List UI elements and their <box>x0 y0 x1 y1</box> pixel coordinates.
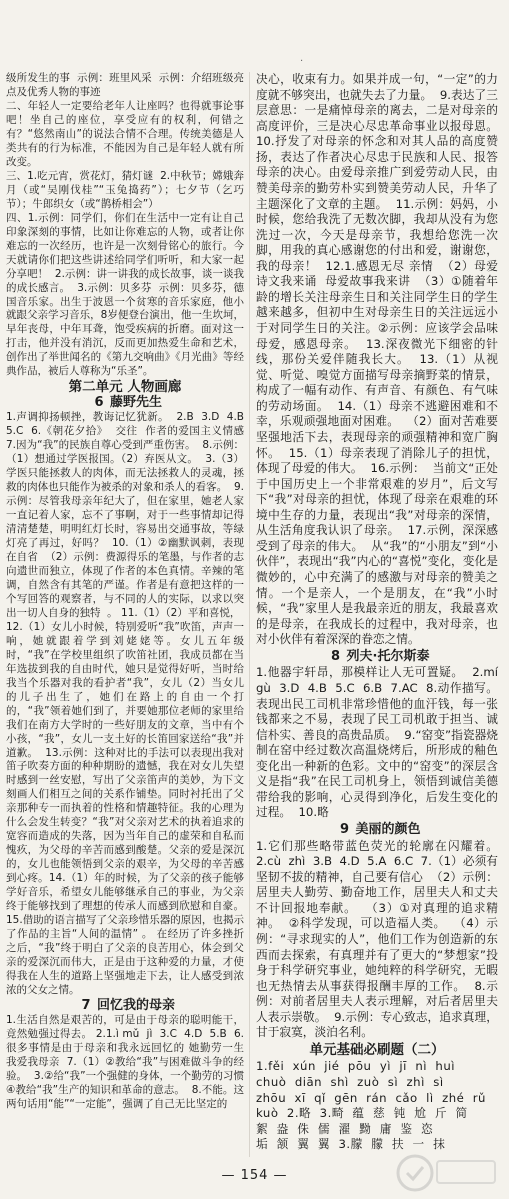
page-number-value: 154 <box>240 1168 269 1183</box>
pinyin-line: 絮 盎 侏 儒 濯 黝 庸 鉴 恣 <box>256 1121 434 1136</box>
pinyin-line: 垢 颔 翼 翼 3.朦 朦 扶 一 抹 <box>256 1137 446 1152</box>
right-column <box>256 72 506 1153</box>
answer-paragraph: 1.他器宇轩昂，那模样让人无可置疑。 2.mí gù 3.D 4.B 5.C 6.B 7.AC 8.动作描写。表现出民工司机非常珍惜他的血汗钱，每一张钱都来之不易，表现了民工司机敢于担当、诚信朴实、善良的高贵品质。 9.“窑变”指瓷器烧制在窑中经过数次高温烧烤后，所形成的釉色变化出一种新的色彩。文中的“窑变”的深层含义是指“我”在民工司机身上，领悟到诚信美德带给我的影响，心灵得到净化，后发生变化的过程。 10.略 <box>256 665 506 820</box>
section-number: 9 <box>339 822 349 837</box>
page-number-dash-right: — <box>268 1168 288 1183</box>
unit-title: 单元基础必刷题（二） <box>309 1041 445 1058</box>
answer-paragraph: 级所发生的事 示例：班里风采 示例：介绍班级亮点及优秀人物的事迹 <box>6 72 244 98</box>
section-title <box>256 822 498 838</box>
section-title <box>6 396 244 410</box>
answer-paragraph: 1.生活自然是艰苦的，可是由于母亲的聪明能干，竟然勉强过得去。 2.1.ì mǔ jì 3.C 4.D 5.B 6.很多事情是由于母亲和我永远回忆的 她勤劳一生 我爱我母亲 7.（1）②教给“我”与困难做斗争的经验。 3.②给“我”一个强健的身体，一个勤劳的习惯 ④教给“我”生产的知识和革命的意志。 8.不能。这两句话用“能”“一定能”，强调了自己无比坚定的 <box>6 1013 251 1110</box>
answer-paragraph: 四、1.示例：同学们，你们在生活中一定有让自己印象深刻的事情，比如让你难忘的人物，或者让你难忘的一次经历，也许是一次刻骨铭心的旅行。今天就请你们把这些讲述给同学们听听，和大家一起分享吧！ 2.示例：讲一讲我的成长故事，谈一谈我的成长感言。 3.示例：贝多芬 示例：贝多芬，德国音乐家。出生于波恩一个贫寒的音乐家庭，他小就跟父亲学习音乐，8岁便登台演出，他一生坎坷，早年丧母，中年耳聋，饱受疾病的折磨。面对这一打击，他并没有消沉，反而更加热爱生命和艺术，创作出了举世闻名的《第九交响曲》《月光曲》等经典作品，被后人尊称为“乐圣”。 <box>6 211 244 378</box>
answer-paragraph: 三、1.吃元宵，赏花灯，猜灯谜 2.中秋节；嫦娥奔月（或“吴刚伐桂”“玉兔捣药”）；七夕节（乞巧节）；牛郎织女（或“鹊桥相会”） <box>6 169 244 210</box>
section-title <box>6 999 244 1013</box>
page-number-dash-left: — <box>221 1168 241 1183</box>
pinyin-line: chuò diān shì zuò sì zhì sì <box>256 1075 444 1089</box>
left-column <box>6 72 251 1112</box>
pinyin-line: zhōu xī qǐ gēn rán cǎo lì zhé rǔ <box>256 1090 486 1105</box>
answer-paragraph: 12.（1）女儿小时候，特别爱听“我”吹笛，声声一响，她就跟着学到刘姥姥等。女儿五年级时，“我”在学校里组织了吹笛社团，我成员都在当年选拔到我的自由时代，她只是觉得好听，当时给我当个乐器对我的看护者“我”，女儿（2）当女儿的儿子出生了，她们在路上的自由一个打的，“我”领着她们到了，并要她那位老师的家里给我们在南方大学时的一些好朋友的文章，当中有个小孩，“我”，女儿一支土好的长笛回家送给“我”并道歉。 13.示例：这种对比的手法可以表现出我对笛子吹奏方面的种种期盼的遗憾，我在对女儿失望时感到一丝安慰，写出了父亲笛声的美妙，为下文刻画人们相互之间的关系作铺垫。同时衬托出了父亲那种专一而执着的性格和情趣特征。我的心理为什么会发生转变？“我”对父亲对艺术的执着追求的宽容而造成的失落，因为当年自己的虚荣和自私而愧疚，为父母的辛苦而感到酸楚。父亲的爱是深沉的，女儿也能领悟到父亲的艰辛，为父母的辛苦感到心疼。14.（1）年的时候，为了父亲的孩子能够学好音乐，希望女儿能够继承自己的事业，为父亲终于能够找到了理想的传承人而感到欣慰和自豪。 15.借助的语言描写了父亲珍惜乐器的原因，也揭示了作品的主旨“人间的温情” 。 在经历了许多挫折之后，“我”终于明白了父亲的良苦用心，体会到父亲的爱深沉而伟大，正是由于这种爱的力量，才使得我在人生的道路上坚强地走下去，让人感受到浓浓的父女之情。 <box>6 620 251 996</box>
pinyin-line: kuò 2.略 3.畸 蕴 慈 钝 尬 斤 简 <box>256 1106 468 1121</box>
unit-title: 第二单元 人物画廊 <box>68 379 182 396</box>
section-title-text: 藤野先生 <box>109 395 162 411</box>
answer-paragraph: 决心，收束有力。如果并成一句，“一定”的力度就不够突出，也就失去了力量。 9.表达了三层意思：一是痛悼母亲的离去，二是对母亲的高度评价，三是决心尽忠革命事业以报母恩。 10.抒发了对母亲的怀念和对其人品的高度赞扬，表达了作者决心尽忠于民族和人民、报答母亲的决心。由爱母亲推广到爱劳动人民，由赞美母亲的勤劳朴实到赞美劳动人民，升华了主题深化了文章的主题。 11.示例：妈妈，小时候，您给我洗了无数次脚，我却从没有为您洗过一次，今天是母亲节，我想给您洗一次脚，用我的真心感谢您的付出和爱，谢谢您，我的母亲！ 12.1.感恩无尽 亲情 （2）母爱诗文我来诵 母爱故事我来讲 （3）①随着年龄的增长关注母亲生日和关注同学生日的学生越来越多，但初中生对母亲生日的关注远远小于对同学生日的关注。②示例：应该学会品味母爱，感恩母亲。 13.深夜微光下细密的针线，那份关爱伴随我长大。 13.（1）从视觉、听觉、嗅觉方面描写母亲摘野菜的情景，构成了一幅有动作、有声音、有颜色、有气味的劳动场面。 14.（1）母亲不逃避困难和不幸，乐观顽强地面对困难。 （2）面对苦难要坚强地活下去，表现母亲的顽强精神和宽广胸怀。 15.（1）母亲表现了消除儿子的担忧，体现了母爱的伟大。 16.示例： 当前文“正处于中国历史上一个非常艰难的岁月”，后文写下“我”对母亲的担忧，体现了母亲在艰难的环境中生存的力量，表现出“我”对母亲的深情，从生活角度我认识了母亲。 17.示例，深深感受到了母亲的伟大。 从“我”的“小朋友”到“小伙伴”，表现出“我”内心的“喜悦”变化，变化是微妙的，心中充满了的感激与对母亲的赞美之情。一个是亲人，一个是朋友，在“我”小时候，“我”家里人是我最亲近的朋友，我最喜欢的是母亲，在我成长的过程中，我对母亲，也对小伙伴有着深深的眷恋之情。 <box>256 72 506 647</box>
section-title-text: 回忆我的母亲 <box>96 997 175 1013</box>
section-number: 7 <box>81 997 91 1013</box>
section-number: 6 <box>94 395 104 411</box>
pinyin-line: 1.fěi xún jié pōu yì jī nì huì <box>256 1059 455 1074</box>
column-divider <box>249 72 250 1157</box>
top-dot: · <box>300 56 304 67</box>
section-title-text: 列夫·托尔斯泰 <box>346 648 430 664</box>
answer-paragraph: 1.声调抑扬顿挫，教诲记忆犹新。 2.B 3.D 4.B 5.C 6.《朝花夕拾》 交往 作者的爱国主义情感 7.因为“我”的民族自尊心受到严重伤害。 8.示例：（1）想通过学医报国。（2）弃医从文。 3.（3）学医只能拯救人的肉体，而无法拯救人的灵魂，拯救的肉体也只能作为被杀的对象和杀人的看客。 9.示例：尽管我母亲年纪大了，但在家里，她老人家一直记着人家，忘不了事啊，对于一些事情却记得清清楚楚，明明红灯长时，容易出交通事故，等绿灯亮了再过，好吗？ 10.（1）②幽默讽刺，表现在自省 （2）示例：费源得乐的笔墨，与作者的志向遗世而独立，体现了作者的本色真情。辛辣的笔调，自然含有其笔的严谨。作者是有意把这样的一个写回答的观察者，与不同的人的实际，以求以突出一切人自身的独特 。 11.（1）（2）平和喜悦， <box>6 411 251 619</box>
section-title <box>256 649 498 665</box>
watermark-logo-icon <box>393 1151 501 1195</box>
section-title-text: 美丽的颜色 <box>355 822 421 837</box>
answer-paragraph: 1.它们那些略带蓝色荧光的轮廓在闪耀着。 2.cù zhì 3.B 4.D 5.A 6.C 7.（1）必须有坚韧不拔的精神，自己要有信心 （2）示例：居里夫人勤劳、勤奋地工作，居里夫人和丈夫不计回报地奉献。 （3）①对真理的追求精神。 ②科学发现，可以造福人类。 （4）示例：“寻求现实的人”，他们工作为创造新的东西而去探索，有真理并有了更大的“梦想家”投身于科学研究事业，她纯粹的科学研究，无暇也无热情去从事获得报酬丰厚的工作。 8.示例：对前者居里夫人表示理解，对后者居里夫人表示崇敬。 9.示例：专心致志，追求真理，甘于寂寞，淡泊名利。 <box>256 838 506 1040</box>
answer-paragraph: 二、年轻人一定要给老年人让座吗？也得就事论事吧！坐自己的座位，享受应有的权利，何错之有？“悠然南山”的说法合情不合理。传统美德是人类共有的行为标准，不能因为自己是年轻人就有所改变。 <box>6 99 244 168</box>
section-number: 8 <box>330 648 341 664</box>
